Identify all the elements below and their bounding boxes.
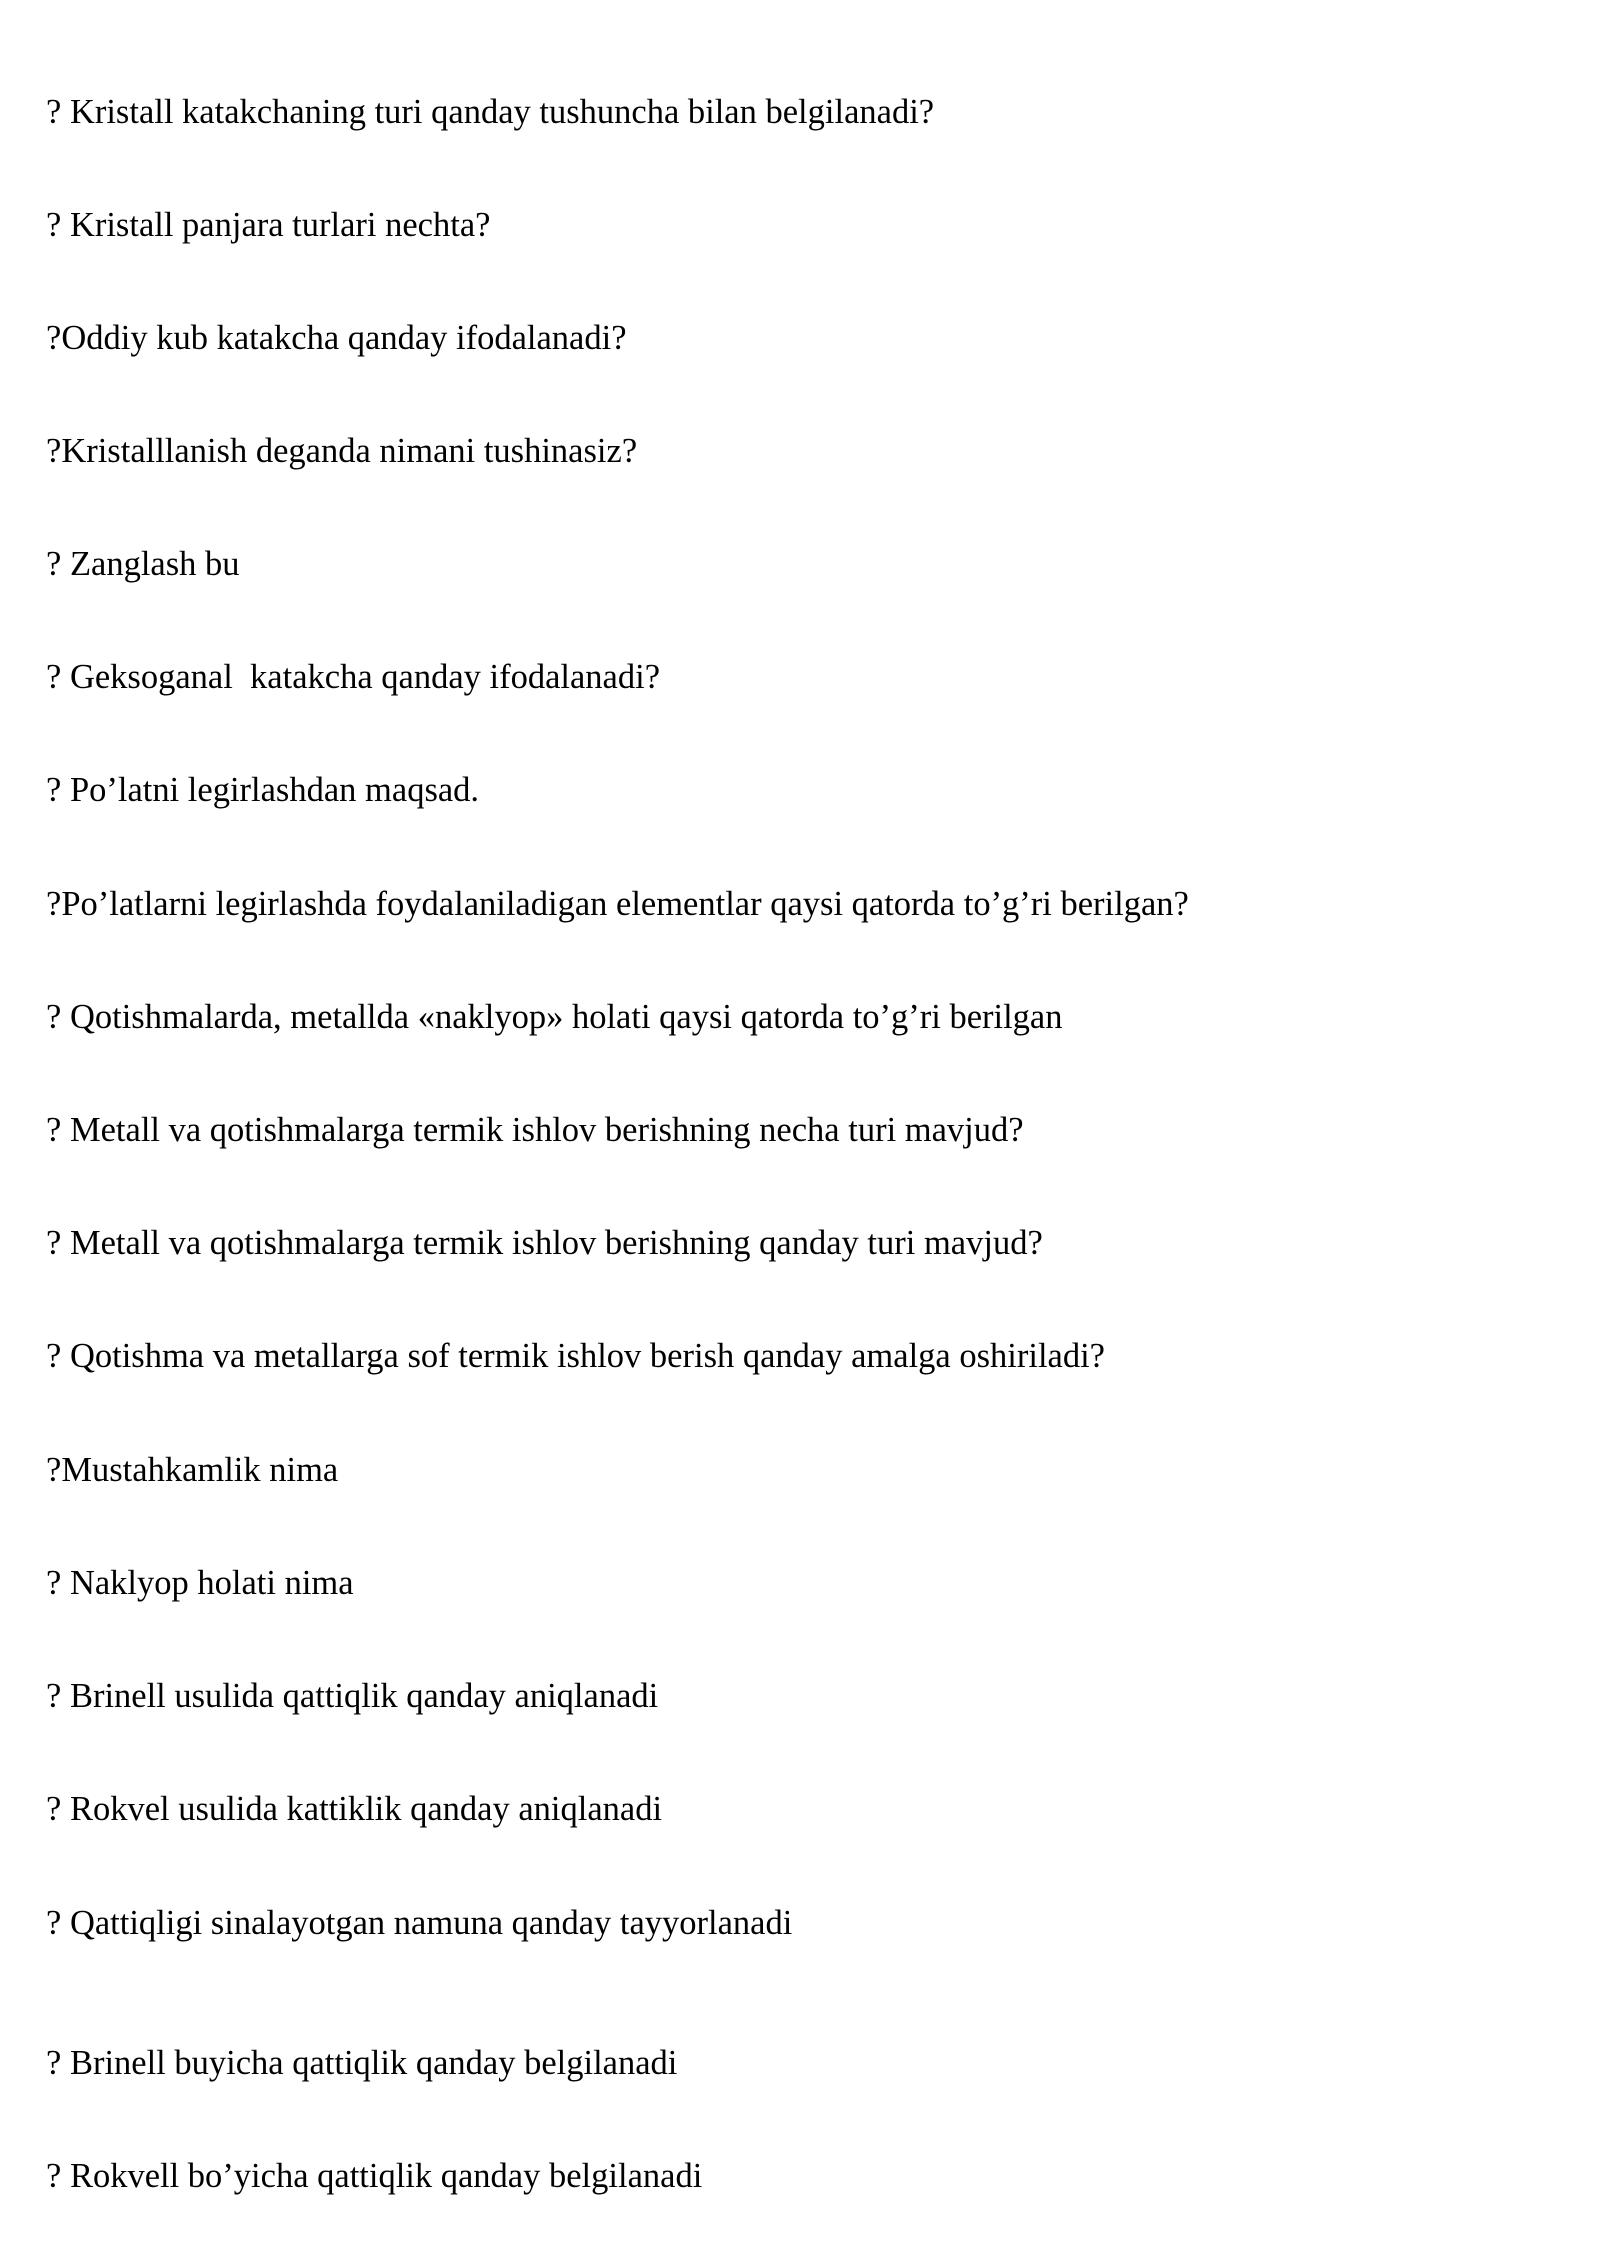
question-line: ? Geksoganal katakcha qanday ifodalanadi? (46, 658, 661, 696)
question-line: ?Kristalllanish deganda nimani tushinasiz? (46, 432, 638, 470)
question-line: ? Kristall panjara turlari nechta? (46, 206, 491, 244)
question-line: ? Kristall katakchaning turi qanday tushuncha bilan belgilanadi? (46, 93, 935, 131)
question-line: ?Po’latlarni legirlashda foydalaniladigan elementlar qaysi qatorda to’g’ri berilgan? (46, 885, 1189, 923)
question-line: ?Oddiy kub katakcha qanday ifodalanadi? (46, 319, 627, 357)
question-line: ? Metall va qotishmalarga termik ishlov berishning necha turi mavjud? (46, 1111, 1024, 1149)
question-line: ? Po’latni legirlashdan maqsad. (46, 771, 480, 809)
question-line: ? Zanglash bu (46, 545, 240, 583)
question-line: ? Brinell buyicha qattiqlik qanday belgilanadi (46, 2044, 678, 2082)
question-line: ? Rokvell bo’yicha qattiqlik qanday belgilanadi (46, 2157, 703, 2195)
question-line: ? Qotishmalarda, metallda «naklyop» holati qaysi qatorda to’g’ri berilgan (46, 998, 1063, 1036)
question-line: ? Naklyop holati nima (46, 1564, 354, 1602)
question-line: ? Qotishma va metallarga sof termik ishlov berish qanday amalga oshiriladi? (46, 1337, 1105, 1375)
question-line: ? Metall va qotishmalarga termik ishlov berishning qanday turi mavjud? (46, 1224, 1043, 1262)
question-line: ?Mustahkamlik nima (46, 1451, 339, 1489)
question-line: ? Brinell usulida qattiqlik qanday aniqlanadi (46, 1677, 659, 1715)
question-line: ? Qattiqligi sinalayotgan namuna qanday tayyorlanadi (46, 1904, 793, 1942)
question-line: ? Rokvel usulida kattiklik qanday aniqlanadi (46, 1790, 663, 1828)
